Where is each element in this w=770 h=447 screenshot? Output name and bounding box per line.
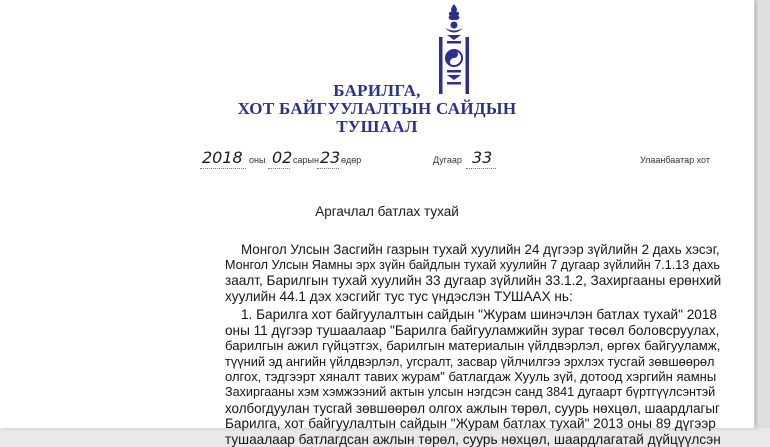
date-year-suffix: оны [249, 155, 266, 165]
paragraph-preamble [225, 242, 721, 304]
paragraph-line: түүний эд ангийн үйлдвэрлэл, угсралт, засвар үйлчилгээ эрхлэх тусгай зөвшөөрөл [225, 353, 715, 369]
paragraph-line: оны 11 дүгээр тушаалаар "Барилга байгууламжийн зураг төсөл боловсруулах, [225, 322, 720, 338]
paragraph-line: Монгол Улсын Засгийн газрын тухай хуулийн 24 дүгээр зүйлийн 2 дахь хэсэг, [241, 242, 720, 257]
scrollbar[interactable] [758, 0, 770, 428]
date-year: 2018 [202, 148, 243, 167]
org-title-line2: ХОТ БАЙГУУЛАЛТЫН САЙДЫН [237, 99, 517, 118]
paragraph-item-1 [225, 307, 721, 447]
paragraph-line: олгох, тэдгээрт хяналт тавих журам" батлагдаж Хууль зүй, дотоод хэргийн яамны [225, 369, 717, 385]
paragraph-line: барилгын ажил гүйцэтгэх, барилгын материалын үйлдвэрлэл, өргөх байгууламж, [225, 338, 721, 354]
paragraph-line: хуулийн 44.1 дэх хэсгийг тус тус үндэслэн ТУШААХ нь: [225, 288, 573, 304]
paragraph-line: тушаалаар батлагдсан ажлын төрөл, суурь нөхцөл, шаардлагатай дүйцүүлсэн [225, 431, 721, 447]
org-title-line3: ТУШААЛ [336, 117, 418, 136]
paragraph-line: 1. Барилга хот байгуулалтын сайдын "Журам шинэчлэн батлах тухай" 2018 [241, 307, 717, 322]
date-day: 23 [320, 148, 341, 167]
date-day-suffix: өдөр [341, 155, 362, 165]
order-number: 33 [472, 148, 493, 167]
org-title-line1: БАРИЛГА, [333, 81, 421, 100]
paragraph-line: Барилга, хот байгуулалтын сайдын "Журам батлах тухай" 2013 оны 89 дүгээр [225, 416, 716, 432]
date-month: 02 [272, 148, 293, 167]
paragraph-line: Захиргааны хэм хэмжээний актын улсын нэгдсэн санд 3841 дугаарт бүртгүүлсэнтэй [225, 384, 716, 399]
city-label: Улаанбаатар хот [640, 155, 710, 165]
paragraph-line: заалт, Барилгын тухай хуулийн 33 дугаар зүйлийн 33.1.2, Захиргааны ерөнхий [225, 273, 722, 289]
date-line [0, 146, 754, 170]
paragraph-line: холбогдуулан тусгай зөвшөөрөл олгох ажлын төрөл, суурь нөхцөл, шаардлагыг [225, 400, 720, 416]
number-label: Дугаар [433, 155, 462, 165]
date-month-suffix: сарын [293, 155, 319, 165]
document-subject: Аргачлал батлах тухай [315, 204, 459, 219]
paragraph-line: Монгол Улсын Яамны эрх зүйн байдлын тухай хуулийн 7 дугаар зүйлийн 7.1.13 дахь [225, 257, 720, 272]
